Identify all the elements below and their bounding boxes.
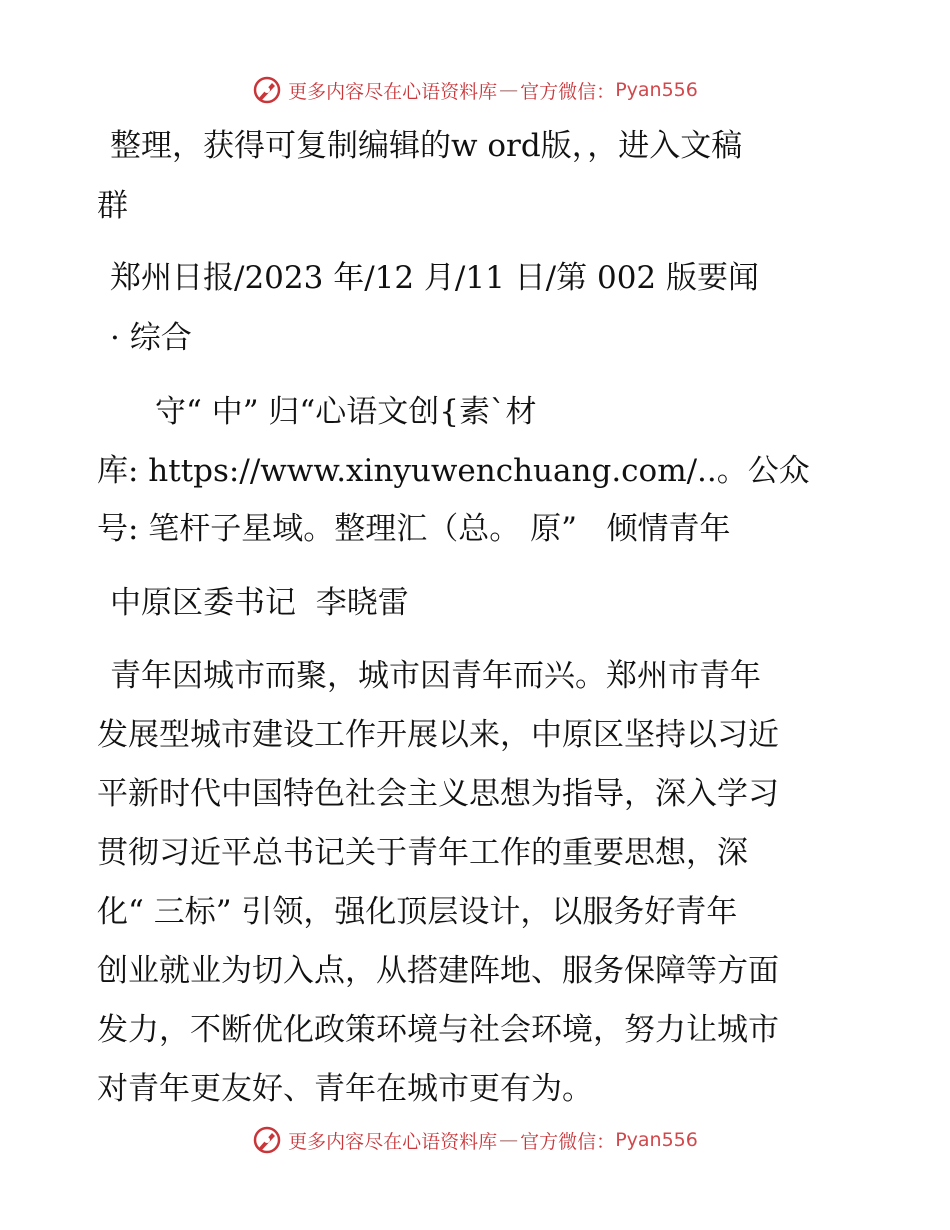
body-line-2: 发展型城市建设工作开展以来，中原区坚持以习近 [97,717,779,753]
body-line-8: 对青年更友好、青年在城市更有为。 [97,1071,593,1107]
title-line-2: 库: https://www.xinyuwenchuang.com/..。公众 [97,453,810,489]
source-line-2: · 综合 [110,320,192,356]
header-banner [0,70,950,110]
body-line-5: 化“ 三标” 引领，强化顶层设计，以服务好青年 [97,894,738,930]
banner-slogan: 更多内容尽在心语资料库 [288,80,498,103]
body-line-3: 平新时代中国特色社会主义思想为指导，深入学习 [97,776,779,812]
banner-separator: — [499,79,519,101]
pen-logo-icon [252,75,282,105]
body-line-4: 贯彻习近平总书记关于青年工作的重要思想，深 [97,835,748,871]
body-line-1: 青年因城市而聚，城市因青年而兴。郑州市青年 [110,658,761,694]
title-line-1: 守“ 中” 归“心语文创{素`材 [155,394,537,430]
body-line-6: 创业就业为切入点，从搭建阵地、服务保障等方面 [97,953,779,989]
banner-wechat-label: 官方微信： [520,1130,616,1153]
author-line: 中原区委书记 李晓雷 [110,585,409,621]
body-line-7: 发力，不断优化政策环境与社会环境，努力让城市 [97,1012,779,1048]
banner-wechat-id: Pyan556 [615,79,698,101]
intro-line-1: 整理，获得可复制编辑的w ord版，，进入文稿 [110,128,743,164]
title-line-3: 号: 笔杆子星域。整理汇（总。 原” 倾情青年 [97,511,731,547]
banner-wechat-label: 官方微信： [520,80,616,103]
pen-logo-icon [252,1125,282,1155]
source-line-1: 郑州日报/2023 年/12 月/11 日/第 002 版要闻 [110,260,760,296]
intro-line-2: 群 [97,188,128,224]
footer-banner [0,1120,950,1160]
banner-wechat-id: Pyan556 [615,1129,698,1151]
banner-slogan: 更多内容尽在心语资料库 [288,1130,498,1153]
banner-separator: — [499,1129,519,1151]
